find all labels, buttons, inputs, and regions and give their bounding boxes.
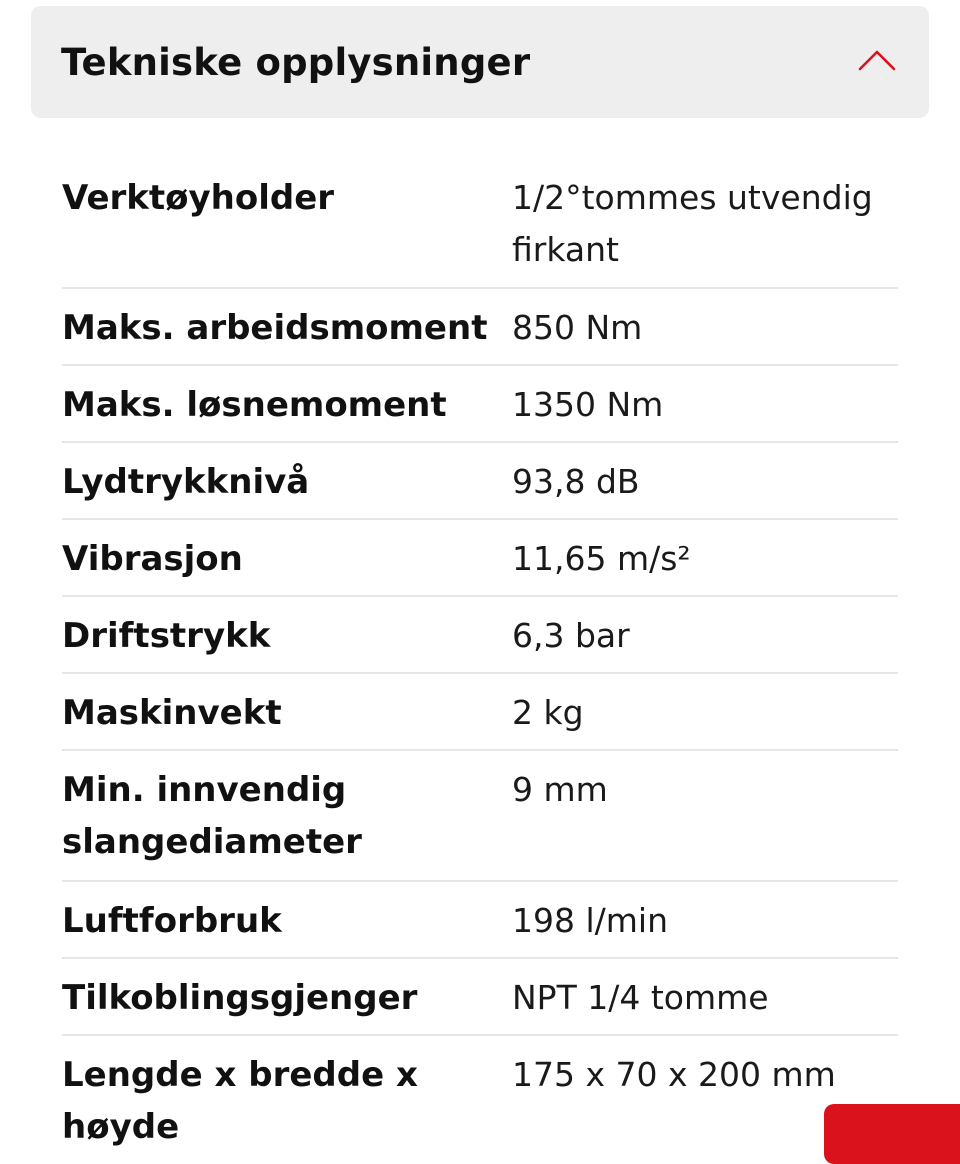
chevron-up-icon[interactable] — [857, 48, 897, 72]
spec-row-lydtrykkniva — [62, 443, 898, 520]
accordion-title: Tekniske opplysninger — [61, 41, 531, 84]
spec-label: Verktøyholder — [62, 178, 335, 218]
spec-value: 1350 Nm — [512, 385, 664, 424]
spec-label: Lydtrykknivå — [62, 462, 310, 502]
spec-row-luftforbruk — [62, 882, 898, 959]
spec-value: 850 Nm — [512, 308, 643, 347]
spec-row-verktoyholder — [62, 150, 898, 289]
spec-label: Tilkoblingsgjenger — [62, 978, 418, 1018]
spec-value: NPT 1/4 tomme — [512, 978, 769, 1017]
spec-label: Maskinvekt — [62, 693, 282, 733]
spec-row-min-innvendig-slangediameter — [62, 751, 898, 882]
spec-label: Lengde x bredde x høyde — [62, 1055, 418, 1147]
spec-row-lengde-bredde-hoyde — [62, 1036, 898, 1156]
spec-row-tilkoblingsgjenger — [62, 959, 898, 1036]
spec-row-maks-losnemoment — [62, 366, 898, 443]
spec-label: Min. innvendig slangediameter — [62, 770, 362, 862]
spec-row-driftstrykk — [62, 597, 898, 674]
spec-label: Vibrasjon — [62, 539, 243, 579]
spec-label: Maks. arbeidsmoment — [62, 308, 488, 348]
accordion-header-tekniske-opplysninger[interactable] — [31, 6, 929, 118]
spec-row-maskinvekt — [62, 674, 898, 751]
spec-row-maks-arbeidsmoment — [62, 289, 898, 366]
spec-row-vibrasjon — [62, 520, 898, 597]
red-action-button[interactable] — [824, 1104, 960, 1164]
spec-value: 6,3 bar — [512, 616, 630, 655]
spec-label: Driftstrykk — [62, 616, 271, 656]
spec-value: 9 mm — [512, 770, 608, 809]
spec-value: 2 kg — [512, 693, 584, 732]
spec-label: Luftforbruk — [62, 901, 282, 941]
spec-value: 198 l/min — [512, 901, 668, 940]
spec-table — [62, 150, 898, 1156]
spec-label: Maks. løsnemoment — [62, 385, 447, 425]
spec-value: 175 x 70 x 200 mm — [512, 1055, 836, 1094]
spec-value: 93,8 dB — [512, 462, 640, 501]
spec-value: 11,65 m/s² — [512, 539, 691, 578]
spec-value: 1/2°tommes utvendig firkant — [512, 178, 873, 269]
